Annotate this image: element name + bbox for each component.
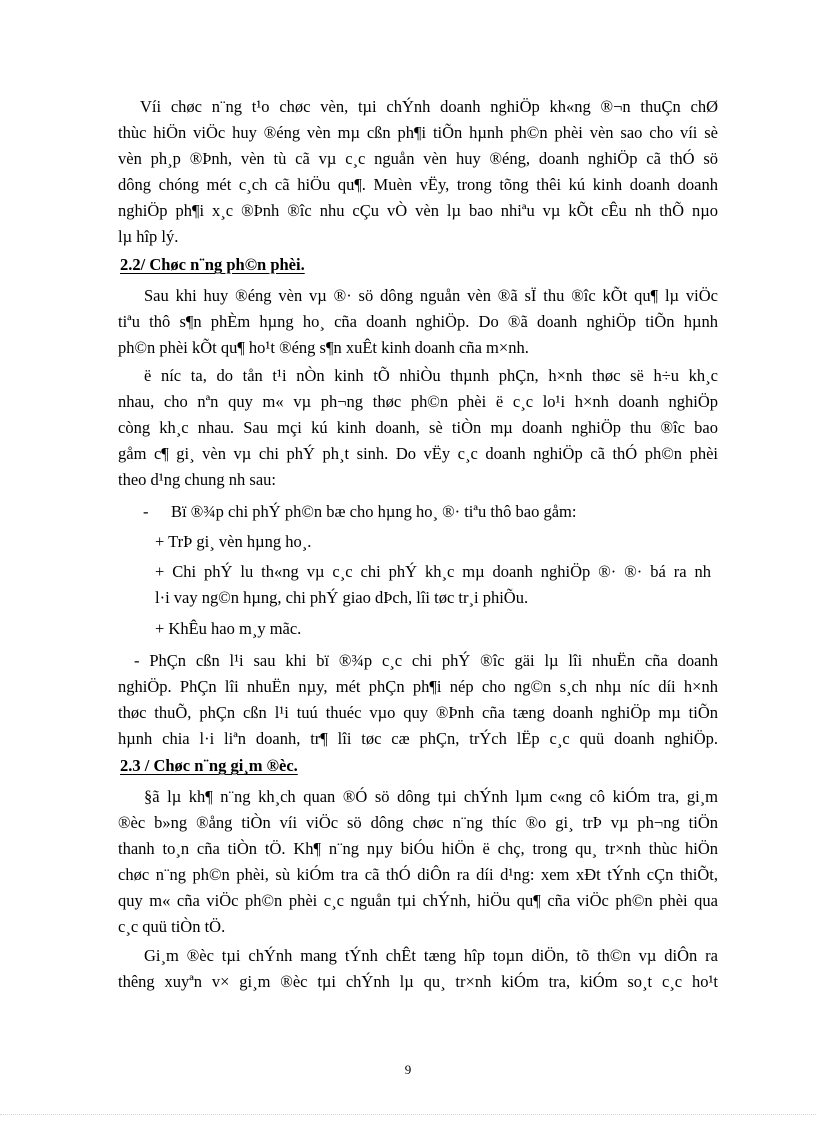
paragraph-5-line-6: c¸c quü tiÒn tÖ. xyxy=(118,917,226,936)
paragraph-6-line-1: Gi¸m ®èc tµi chÝnh mang tÝnh chÊt tæng hîp toµn diÖn, tõ th©n vµ diÔn ra xyxy=(144,946,718,965)
list-sub-item-2-line-1: + Chi phÝ lu th«ng vµ c¸c chi phÝ kh¸c mµ doanh nghiÖp ®· ®· bá ra nh xyxy=(155,562,711,581)
paragraph-6-line-2: thêng xuyªn v× gi¸m ®èc tµi chÝnh lµ qu¸ tr×nh kiÓm tra, kiÓm so¸t c¸c ho¹t xyxy=(118,972,718,991)
paragraph-5-line-2: ®èc b»ng ®ång tiÒn víi viÖc sö dông chøc n¨ng thíc ®o gi¸ trÞ vµ ph¬ng tiÖn xyxy=(118,813,718,832)
paragraph-1-line-2: thùc hiÖn viÖc huy ®éng vèn mµ cßn ph¶i tiÕn hµnh ph©n phèi vèn sao cho víi sè xyxy=(118,123,718,142)
paragraph-3-line-2: nhau, cho nªn quy m« vµ ph¬ng thøc ph©n phèi ë c¸c lo¹i h×nh doanh nghiÖp xyxy=(118,392,718,411)
paragraph-3-line-3: còng kh¸c nhau. Sau mçi kú kinh doanh, sè tiÒn mµ doanh nghiÖp thu ®îc bao xyxy=(118,418,718,437)
paragraph-4-line-1: - PhÇn cßn l¹i sau khi bï ®¾p c¸c chi phÝ ®îc gäi lµ lîi nhuËn cña doanh xyxy=(134,651,718,670)
paragraph-3-line-1: ë níc ta, do tån t¹i nÒn kinh tÕ nhiÒu thµnh phÇn, h×nh thøc së h÷u kh¸c xyxy=(144,366,718,385)
list-bullet: - xyxy=(143,502,149,521)
paragraph-5-line-5: quy m« cña viÖc ph©n phèi c¸c nguån tµi chÝnh, hiÖu qu¶ cña viÖc ph©n phèi qua xyxy=(118,891,718,910)
page-number: 9 xyxy=(404,1062,412,1077)
paragraph-4-line-4: hµnh chia l·i liªn doanh, tr¶ lîi tøc cæ phÇn, trÝch lËp c¸c quü doanh nghiÖp. xyxy=(118,729,718,748)
paragraph-4-line-3: thøc thuÕ, phÇn cßn l¹i tuú thuéc vµo quy ®Þnh cña tæng doanh nghiÖp mµ tiÕn xyxy=(118,703,718,722)
paragraph-1-line-1: Víi chøc n¨ng t¹o chøc vèn, tµi chÝnh doanh nghiÖp kh«ng ®¬n thuÇn chØ xyxy=(140,97,718,116)
paragraph-5-line-4: chøc n¨ng ph©n phèi, sù kiÓm tra cã thÓ diÔn ra díi d¹ng: xem xÐt tÝnh cÇn thiÕt, xyxy=(118,865,718,884)
section-heading-2-3: 2.3 / Chøc n¨ng gi¸m ®èc. xyxy=(120,756,298,775)
paragraph-4-line-2: nghiÖp. PhÇn lîi nhuËn nµy, mét phÇn ph¶i nép cho ng©n s¸ch nhµ níc díi h×nh xyxy=(118,677,718,696)
paragraph-2-line-3: ph©n phèi kÕt qu¶ ho¹t ®éng s¶n xuÊt kinh doanh cña m×nh. xyxy=(118,338,529,357)
paragraph-1-line-3: vèn ph¸p ®Þnh, vèn tù cã vµ c¸c nguån vèn huy ®éng, doanh nghiÖp cã thÓ sö xyxy=(118,149,718,168)
footer-divider xyxy=(0,1114,816,1115)
list-sub-item-2-line-2: l·i vay ng©n hµng, chi phÝ giao dÞch, lîi tøc tr¸i phiÕu. xyxy=(155,588,529,607)
list-sub-item-1: + TrÞ gi¸ vèn hµng ho¸. xyxy=(155,532,312,551)
section-heading-2-2: 2.2/ Chøc n¨ng ph©n phèi. xyxy=(120,255,305,274)
paragraph-3-line-4: gåm c¶ gi¸ vèn vµ chi phÝ ph¸t sinh. Do vËy c¸c doanh nghiÖp cã thÓ ph©n phèi xyxy=(118,444,718,463)
list-item-1: Bï ®¾p chi phÝ ph©n bæ cho hµng ho¸ ®· tiªu thô bao gåm: xyxy=(171,502,577,521)
paragraph-1-line-5: nghiÖp ph¶i x¸c ®Þnh ®îc nhu cÇu vÒ vèn lµ bao nhiªu vµ kÕt cÊu nh thÕ nµo xyxy=(118,201,718,220)
paragraph-1-line-6: lµ hîp lý. xyxy=(118,227,179,246)
paragraph-2-line-1: Sau khi huy ®éng vèn vµ ®· sö dông nguån vèn ®ã sÏ thu ®îc kÕt qu¶ lµ viÖc xyxy=(144,286,718,305)
paragraph-3-line-5: theo d¹ng chung nh sau: xyxy=(118,470,277,489)
paragraph-5-line-1: §ã lµ kh¶ n¨ng kh¸ch quan ®Ó sö dông tµi chÝnh lµm c«ng cô kiÓm tra, gi¸m xyxy=(144,787,718,806)
paragraph-2-line-2: tiªu thô s¶n phÈm hµng ho¸ cña doanh nghiÖp. Do ®ã doanh nghiÖp tiÕn hµnh xyxy=(118,312,718,331)
list-sub-item-3: + KhÊu hao m¸y mãc. xyxy=(155,619,302,638)
paragraph-1-line-4: dông chóng mét c¸ch cã hiÖu qu¶. Muèn vËy, trong tõng thêi kú kinh doanh doanh xyxy=(118,175,718,194)
paragraph-5-line-3: thanh to¸n cña tiÒn tÖ. Kh¶ n¨ng nµy biÓu hiÖn ë chç, trong qu¸ tr×nh thùc hiÖn xyxy=(118,839,718,858)
